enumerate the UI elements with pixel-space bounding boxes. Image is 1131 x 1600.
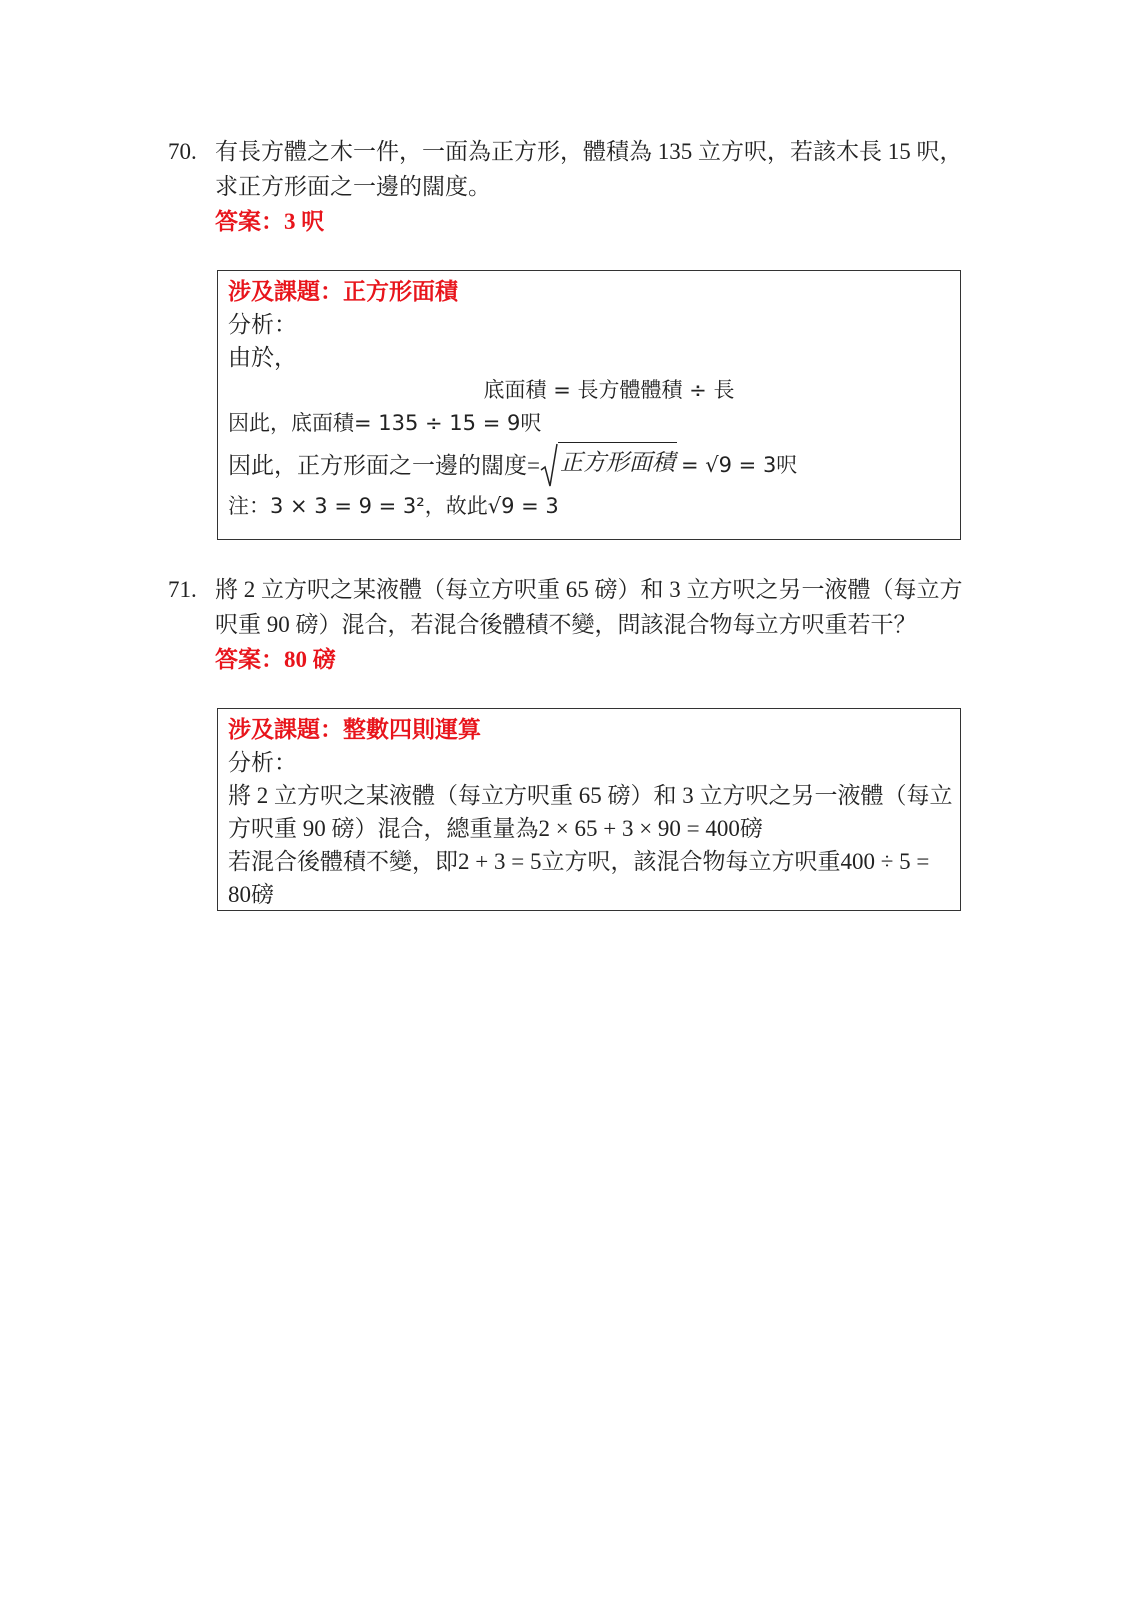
square-root-expression <box>540 442 677 488</box>
question-number: 70. <box>168 139 197 164</box>
topic-heading: 涉及課題：正方形面積 <box>228 279 458 304</box>
question-number: 71. <box>168 577 197 602</box>
side-length-prefix: 因此，正方形面之一邊的闊度= <box>228 452 540 478</box>
question-text <box>215 134 963 239</box>
analysis-box-71 <box>217 708 961 911</box>
base-area-calculation: 因此，底面積= 135 ÷ 15 = 9呎 <box>228 411 542 435</box>
analysis-line: 80磅 <box>228 882 274 907</box>
analysis-line: 若混合後體積不變，即2 + 3 = 5立方呎，該混合物每立方呎重400 ÷ 5 = <box>228 849 930 874</box>
question-text-line: 呎重 90 磅）混合，若混合後體積不變，問該混合物每立方呎重若干？ <box>215 612 917 637</box>
question-text-line: 將 2 立方呎之某液體（每立方呎重 65 磅）和 3 立方呎之另一液體（每立方 <box>215 577 963 602</box>
analysis-label: 分析： <box>228 750 297 775</box>
analysis-box-70 <box>217 270 961 540</box>
question-text-line: 有長方體之木一件，一面為正方形，體積為 135 立方呎，若該木長 15 呎， <box>215 139 963 164</box>
analysis-line: 將 2 立方呎之某液體（每立方呎重 65 磅）和 3 立方呎之另一液體（每立 <box>228 783 953 808</box>
answer: 答案：80 磅 <box>215 647 336 672</box>
answer: 答案：3 呎 <box>215 209 325 234</box>
radical-sign-icon <box>540 442 558 488</box>
topic-heading: 涉及課題：整數四則運算 <box>228 717 481 742</box>
since-label: 由於， <box>228 345 297 370</box>
analysis-line: 方呎重 90 磅）混合，總重量為2 × 65 + 3 × 90 = 400磅 <box>228 816 763 841</box>
side-length-calculation <box>228 440 950 490</box>
question-text-line: 求正方形面之一邊的闊度。 <box>215 174 491 199</box>
square-root-radicand: 正方形面積 <box>558 442 677 488</box>
analysis-label: 分析： <box>228 312 297 337</box>
question-text <box>215 572 963 677</box>
side-length-result: = √9 = 3呎 <box>680 452 798 477</box>
formula: 底面積 = 長方體體積 ÷ 長 <box>483 378 735 402</box>
note: 注：3 × 3 = 9 = 3²，故此√9 = 3 <box>228 494 559 518</box>
